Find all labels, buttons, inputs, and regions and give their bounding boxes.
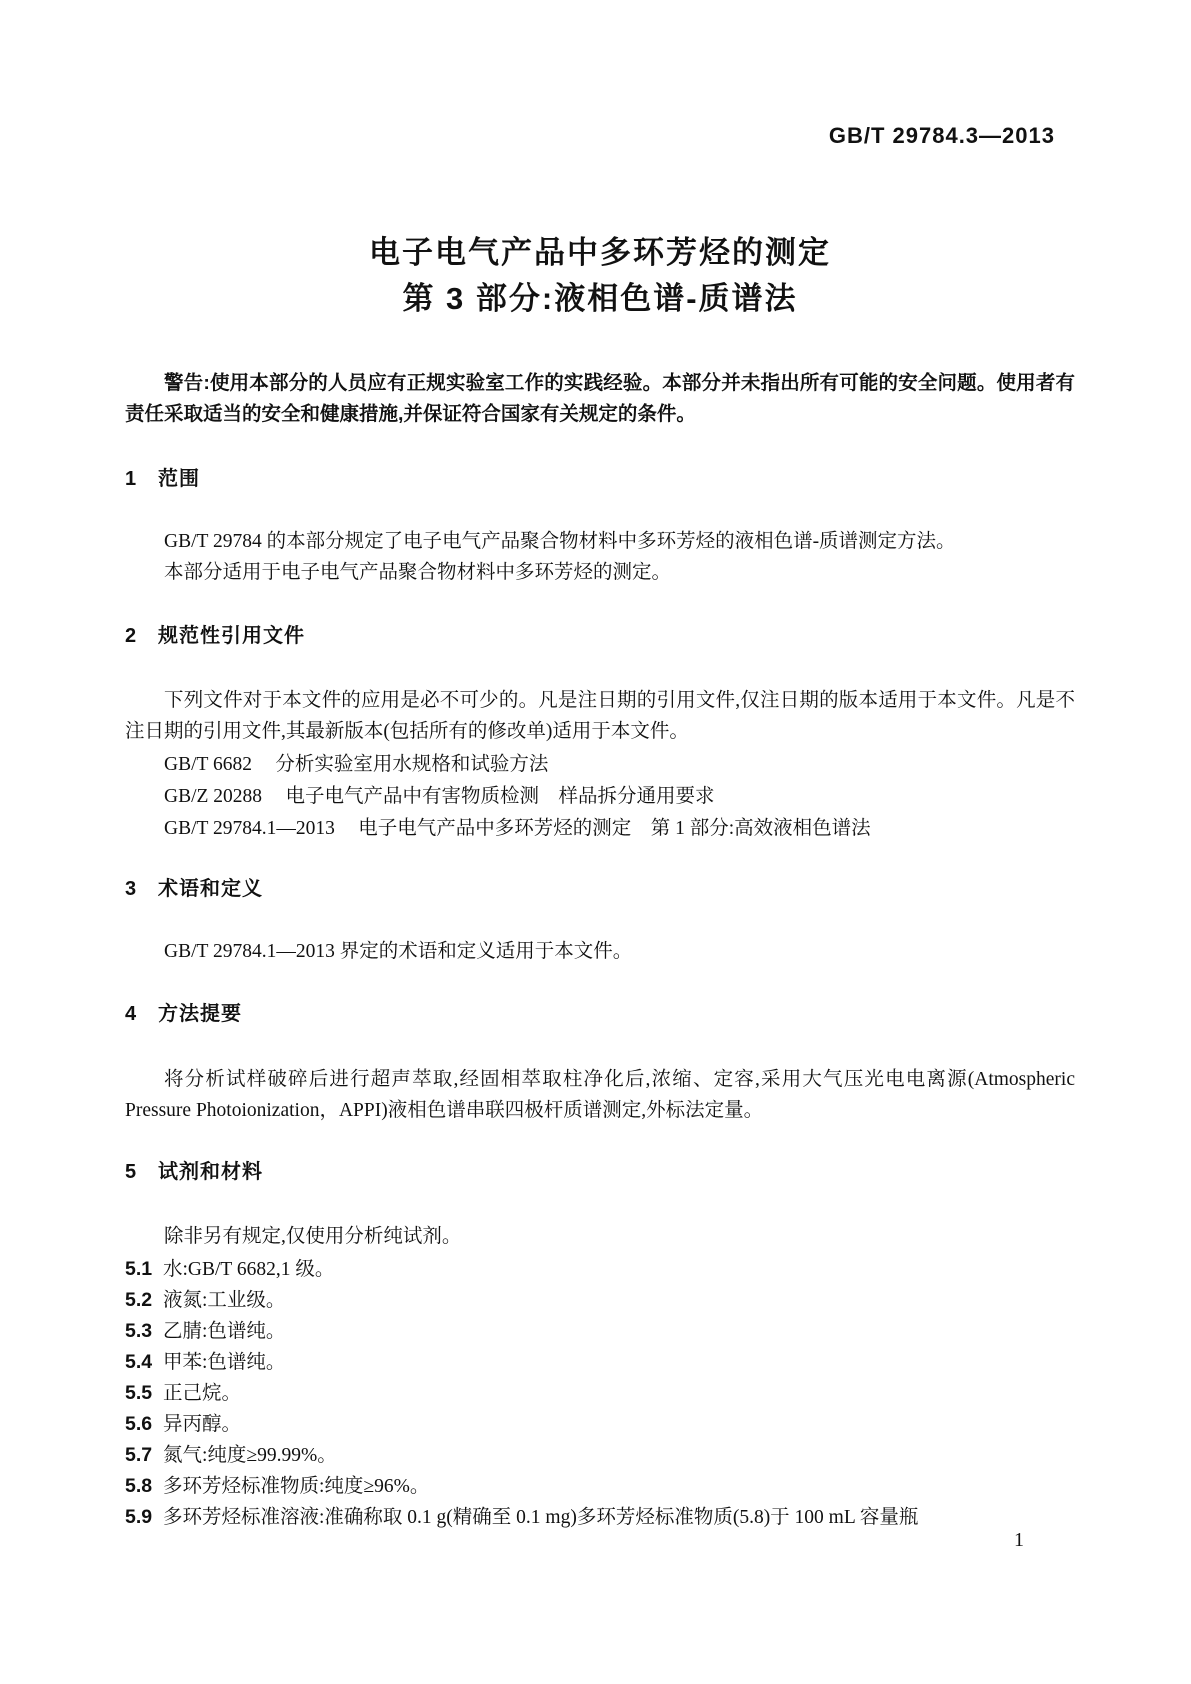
reagent-item-number: 5.7 bbox=[125, 1444, 153, 1466]
section-2-body bbox=[125, 685, 1075, 747]
reagent-item-text: 异丙醇。 bbox=[163, 1414, 242, 1435]
warning-paragraph: 警告:使用本部分的人员应有正规实验室工作的实践经验。本部分并未指出所有可能的安全问题。使用者有责任采取适当的安全和健康措施,并保证符合国家有关规定的条件。 bbox=[125, 372, 1075, 425]
doc-code-header: GB/T 29784.3—2013 bbox=[828, 123, 1055, 148]
doc-title-line1: 电子电气产品中多环芳烃的测定 bbox=[369, 235, 831, 270]
section-terms-definitions bbox=[125, 876, 1075, 967]
section-3-heading-label: 术语和定义 bbox=[158, 878, 263, 900]
reagent-item-number: 5.4 bbox=[125, 1351, 153, 1373]
section-1-heading-label: 范围 bbox=[158, 468, 200, 490]
reference-item bbox=[125, 813, 1075, 845]
reagent-item bbox=[125, 1316, 1075, 1347]
section-4-number: 4 bbox=[125, 1003, 137, 1025]
paragraph: 本部分适用于电子电气产品聚合物材料中多环芳烃的测定。 bbox=[164, 562, 672, 583]
reagent-item-number: 5.2 bbox=[125, 1289, 153, 1311]
paragraph: 下列文件对于本文件的应用是必不可少的。凡是注日期的引用文件,仅注日期的版本适用于本文件。凡是不注日期的引用文件,其最新版本(包括所有的修改单)适用于本文件。 bbox=[125, 690, 1075, 742]
reference-item bbox=[125, 749, 1075, 781]
section-method-summary bbox=[125, 1001, 1075, 1126]
reagent-item bbox=[125, 1471, 1075, 1502]
reagent-item-number: 5.5 bbox=[125, 1382, 153, 1404]
reagent-item bbox=[125, 1285, 1075, 1316]
reference-title: 电子电气产品中多环芳烃的测定 第 1 部分:高效液相色谱法 bbox=[358, 818, 871, 839]
paragraph: 除非另有规定,仅使用分析纯试剂。 bbox=[164, 1226, 462, 1247]
reagent-item-text: 水:GB/T 6682,1 级。 bbox=[163, 1259, 335, 1280]
reagent-item-number: 5.9 bbox=[125, 1506, 153, 1528]
section-1-number: 1 bbox=[125, 468, 137, 490]
section-2-number: 2 bbox=[125, 625, 137, 647]
section-5-number: 5 bbox=[125, 1161, 137, 1183]
reagent-item-text: 氮气:纯度≥99.99%。 bbox=[163, 1445, 337, 1466]
reagent-item-text: 液氮:工业级。 bbox=[163, 1290, 286, 1311]
section-3-heading bbox=[125, 876, 1075, 902]
doc-title-line2: 第 3 部分:液相色谱-质谱法 bbox=[402, 281, 798, 316]
paragraph: GB/T 29784 的本部分规定了电子电气产品聚合物材料中多环芳烃的液相色谱-质谱测定方法。 bbox=[164, 531, 956, 552]
section-1-body bbox=[125, 526, 1075, 588]
reagent-item-number: 5.6 bbox=[125, 1413, 153, 1435]
reagent-item bbox=[125, 1502, 1075, 1533]
section-1-heading bbox=[125, 466, 1075, 492]
section-2-heading-label: 规范性引用文件 bbox=[158, 625, 305, 647]
reagent-item bbox=[125, 1440, 1075, 1471]
reagent-item-number: 5.1 bbox=[125, 1258, 153, 1280]
paragraph: 将分析试样破碎后进行超声萃取,经固相萃取柱净化后,浓缩、定容,采用大气压光电电离源(Atmospheric Pressure Photoionization，APPI)液相色谱串联四极杆质谱测定,外标法定量。 bbox=[125, 1069, 1075, 1121]
paragraph: GB/T 29784.1—2013 界定的术语和定义适用于本文件。 bbox=[164, 941, 633, 962]
section-4-heading-label: 方法提要 bbox=[158, 1003, 242, 1025]
section-4-heading bbox=[125, 1001, 1075, 1027]
reagent-item-text: 多环芳烃标准物质:纯度≥96%。 bbox=[163, 1476, 430, 1497]
reagent-item bbox=[125, 1409, 1075, 1440]
reagent-item-text: 乙腈:色谱纯。 bbox=[163, 1321, 286, 1342]
section-3-body bbox=[125, 936, 1075, 967]
reagent-item bbox=[125, 1347, 1075, 1378]
section-3-number: 3 bbox=[125, 878, 137, 900]
section-5-body bbox=[125, 1221, 1075, 1252]
reagent-item-number: 5.3 bbox=[125, 1320, 153, 1342]
doc-title bbox=[125, 230, 1075, 322]
reference-list bbox=[125, 749, 1075, 845]
section-5-heading bbox=[125, 1159, 1075, 1185]
reference-item bbox=[125, 781, 1075, 813]
reagent-item-text: 甲苯:色谱纯。 bbox=[163, 1352, 286, 1373]
reagent-item-text: 多环芳烃标准溶液:准确称取 0.1 g(精确至 0.1 mg)多环芳烃标准物质(5.8)于 100 mL 容量瓶 bbox=[163, 1507, 919, 1528]
reagent-item-number: 5.8 bbox=[125, 1475, 153, 1497]
reference-code: GB/T 6682 bbox=[164, 754, 252, 775]
reagent-list bbox=[125, 1254, 1075, 1533]
section-scope bbox=[125, 466, 1075, 588]
reference-code: GB/T 29784.1—2013 bbox=[164, 818, 335, 839]
section-2-heading bbox=[125, 623, 1075, 649]
reagent-item bbox=[125, 1378, 1075, 1409]
section-normative-references bbox=[125, 623, 1075, 845]
section-reagents-materials bbox=[125, 1159, 1075, 1533]
reference-title: 电子电气产品中有害物质检测 样品拆分通用要求 bbox=[285, 786, 715, 807]
page-number: 1 bbox=[1014, 1529, 1024, 1551]
section-5-heading-label: 试剂和材料 bbox=[158, 1161, 263, 1183]
reference-title: 分析实验室用水规格和试验方法 bbox=[275, 754, 549, 775]
reagent-item bbox=[125, 1254, 1075, 1285]
section-4-body bbox=[125, 1064, 1075, 1126]
reagent-item-text: 正己烷。 bbox=[163, 1383, 242, 1404]
reference-code: GB/Z 20288 bbox=[164, 786, 263, 807]
